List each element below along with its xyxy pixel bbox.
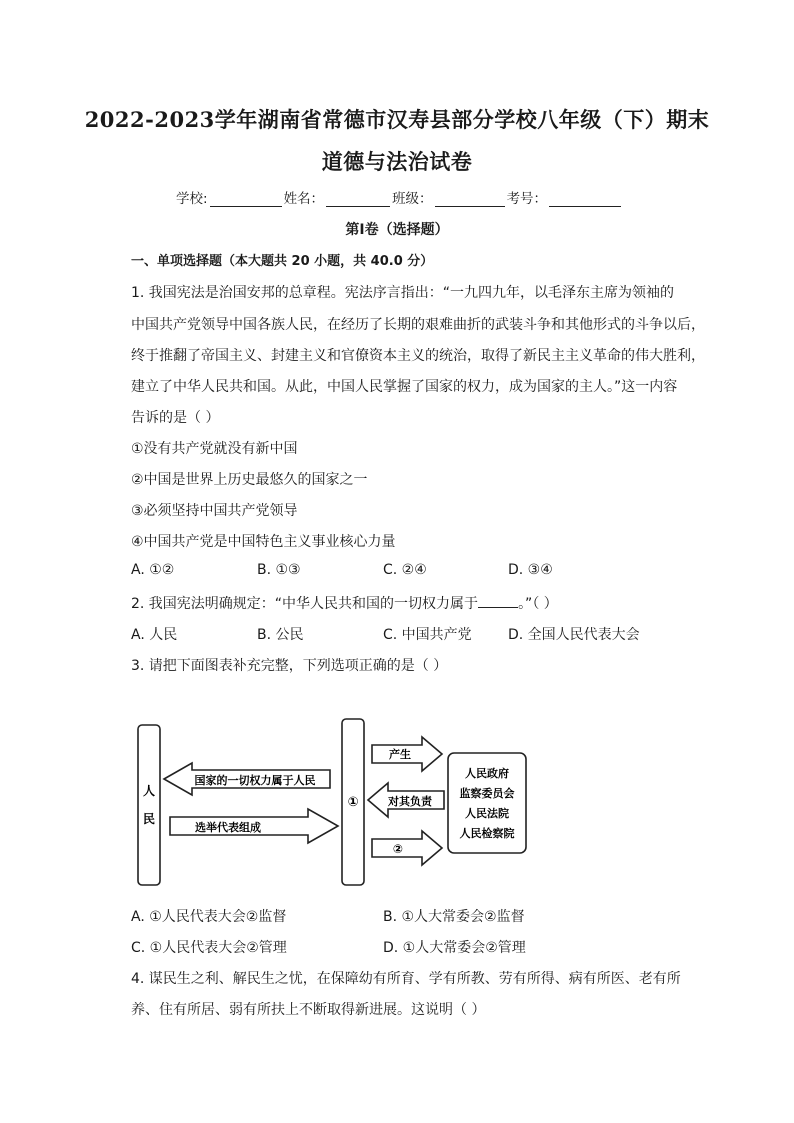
q1-line-3: 终于推翻了帝国主义、封建主义和官僚资本主义的统治，取得了新民主主义革命的伟大胜利， [131,348,705,364]
q1-line-4: 建立了中华人民共和国。从此，中国人民掌握了国家的权力，成为国家的主人。”这一内容 [131,379,678,395]
q3-option-c[interactable]: C. ①人民代表大会②管理 [131,940,287,956]
q4-line-2: 养、住有所居、弱有所扶上不断取得新进展。这说明（ ） [131,1002,486,1018]
name-blank [326,192,390,207]
q2-fill-blank [478,593,518,608]
name-label: 姓名： [283,191,325,207]
q3-option-d[interactable]: D. ①人大常委会②管理 [383,940,526,956]
q4-line-1: 4. 谋民生之利、解民生之忧，在保障幼有所育、学有所教、劳有所得、病有所医、老有所 [131,971,681,987]
school-blank [210,192,282,207]
q2-option-c[interactable]: C. 中国共产党 [383,627,472,643]
middle-box-label: ① [347,795,359,810]
q2-option-b[interactable]: B. 公民 [257,627,304,643]
q3-diagram [130,713,530,891]
q2-option-d[interactable]: D. 全国人民代表大会 [508,627,640,643]
organ-court: 人民法院 [465,807,509,820]
organ-supervision: 监察委员会 [459,787,515,800]
q2-stem [131,593,558,613]
arrow-2 [372,831,442,865]
q1-line-1: 1. 我国宪法是治国安邦的总章程。宪法序言指出：“一九四九年，以毛泽东主席为领袖的 [131,285,675,301]
q1-statement-1: ①没有共产党就没有新中国 [131,441,298,457]
power-arrow-label: 国家的一切权力属于人民 [194,774,316,787]
exam-title-line2: 道德与法治试卷 [321,149,473,174]
organ-procuratorate: 人民检察院 [459,827,515,840]
people-box [138,725,160,885]
section-title: 第I卷（选择题） [345,222,449,238]
school-label: 学校: [176,191,208,207]
q1-statement-2: ②中国是世界上历史最悠久的国家之一 [131,472,368,488]
people-char-1: 人 [142,784,156,798]
q1-option-a[interactable]: A. ①② [131,562,175,578]
student-info-line [176,187,623,207]
q1-option-b[interactable]: B. ①③ [257,562,301,578]
class-blank [435,192,505,207]
produce-arrow-label: 产生 [389,748,411,761]
q3-option-a[interactable]: A. ①人民代表大会②监督 [131,909,287,925]
class-label: 班级： [392,191,433,207]
q1-line-2: 中国共产党领导中国各族人民，在经历了长期的艰难曲折的武装斗争和其他形式的斗争以后， [131,317,705,333]
q1-option-d[interactable]: D. ③④ [508,562,553,578]
q2-text-before: 2. 我国宪法明确规定：“中华人民共和国的一切权力属于 [131,596,479,612]
people-char-2: 民 [142,812,156,826]
elect-arrow-label: 选举代表组成 [195,821,261,834]
arrow-2-label: ② [392,842,404,856]
q1-statement-3: ③必须坚持中国共产党领导 [131,503,298,519]
q3-option-b[interactable]: B. ①人大常委会②监督 [383,909,525,925]
part-title: 一、单项选择题（本大题共 20 小题，共 40.0 分） [131,254,434,269]
exam-title-line1: 2022-2023学年湖南省常德市汉寿县部分学校八年级（下）期末 [84,107,710,132]
q1-line-5: 告诉的是（ ） [131,410,220,426]
q1-option-c[interactable]: C. ②④ [383,562,427,578]
exam-no-label: 考号： [506,191,548,207]
q2-text-after: 。”（ ） [518,596,558,612]
responsible-arrow-label: 对其负责 [388,795,432,808]
q3-stem: 3. 请把下面图表补充完整，下列选项正确的是（ ） [131,658,448,674]
q1-statement-4: ④中国共产党是中国特色主义事业核心力量 [131,534,396,550]
organ-government: 人民政府 [465,767,509,780]
exam-no-blank [549,192,621,207]
q2-option-a[interactable]: A. 人民 [131,627,178,643]
